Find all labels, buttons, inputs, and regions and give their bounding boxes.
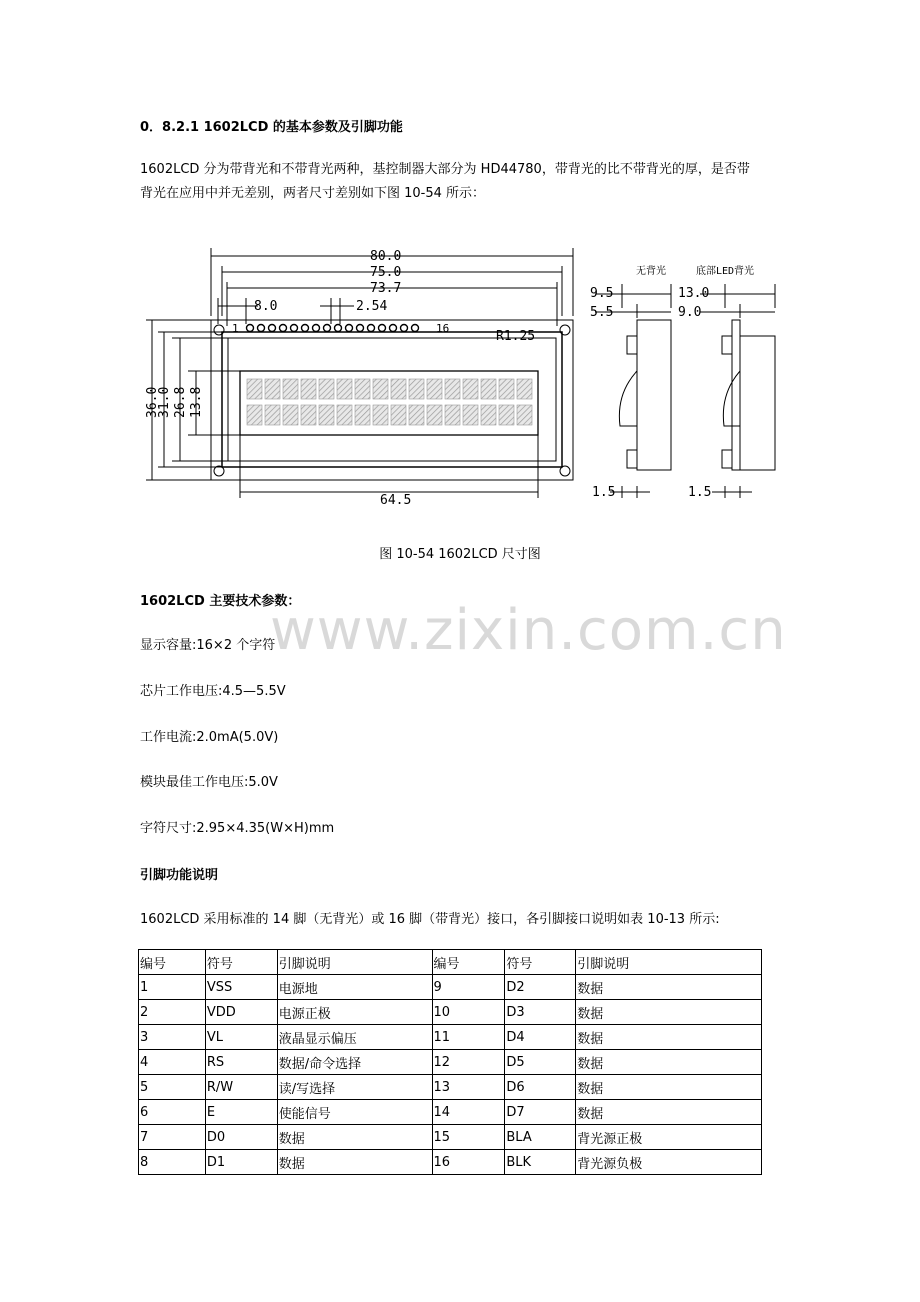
table-cell: 14	[432, 1100, 505, 1125]
table-row	[139, 1050, 762, 1075]
dim-9-5: 9.5	[590, 286, 614, 301]
table-cell: 12	[432, 1050, 505, 1075]
table-cell: 5	[139, 1075, 206, 1100]
character-cell	[517, 405, 532, 425]
character-cell	[445, 379, 460, 399]
label-no-backlight: 无背光	[636, 266, 666, 277]
table-cell: 符号	[205, 950, 277, 975]
character-cell	[517, 379, 532, 399]
character-cell	[337, 405, 352, 425]
intro-line-1: 1602LCD 分为带背光和不带背光两种，基控制器大部分为 HD44780，带背光的比不带背光的厚，是否带	[140, 162, 750, 177]
table-cell: 1	[139, 975, 206, 1000]
table-cell: BLA	[505, 1125, 576, 1150]
character-cell	[409, 405, 424, 425]
table-cell: 数据	[576, 1075, 762, 1100]
spec-item: 工作电流:2.0mA(5.0V)	[140, 730, 279, 745]
character-cell	[301, 405, 316, 425]
table-row	[139, 1150, 762, 1175]
table-row	[139, 1100, 762, 1125]
character-cell	[319, 379, 334, 399]
watermark: www.zixin.com.cn	[270, 598, 787, 663]
dim-9-0: 9.0	[678, 305, 702, 320]
table-cell: 编号	[432, 950, 505, 975]
character-cell	[265, 379, 280, 399]
character-cell	[481, 405, 496, 425]
table-cell: VSS	[205, 975, 277, 1000]
character-cell	[391, 405, 406, 425]
character-cell	[499, 379, 514, 399]
dim-31-0: 31.0	[157, 386, 172, 418]
intro-paragraph	[140, 158, 780, 206]
dim-13-8: 13.8	[189, 386, 204, 418]
character-cell	[463, 379, 478, 399]
character-cell	[427, 405, 442, 425]
spec-item: 芯片工作电压:4.5—5.5V	[140, 684, 286, 699]
table-cell: D3	[505, 1000, 576, 1025]
character-cell	[373, 379, 388, 399]
table-cell: 9	[432, 975, 505, 1000]
character-cell	[247, 405, 262, 425]
table-cell: 数据	[576, 1000, 762, 1025]
table-cell: 3	[139, 1025, 206, 1050]
table-cell: 引脚说明	[576, 950, 762, 975]
table-cell: 使能信号	[277, 1100, 432, 1125]
character-cell	[355, 379, 370, 399]
character-cell	[355, 405, 370, 425]
dim-80: 80.0	[370, 249, 402, 264]
table-cell: VL	[205, 1025, 277, 1050]
pin-1-label: 1	[232, 322, 239, 335]
character-cell	[265, 405, 280, 425]
table-cell: 16	[432, 1150, 505, 1175]
table-cell: 数据	[277, 1150, 432, 1175]
table-cell: 6	[139, 1100, 206, 1125]
table-cell: D4	[505, 1025, 576, 1050]
table-cell: 数据	[576, 975, 762, 1000]
table-cell: 背光源正极	[576, 1125, 762, 1150]
table-cell: D5	[505, 1050, 576, 1075]
spec-item: 模块最佳工作电压:5.0V	[140, 775, 278, 790]
character-cell	[373, 405, 388, 425]
pin-intro: 1602LCD 采用标准的 14 脚（无背光）或 16 脚（带背光）接口，各引脚接口说明如表 10-13 所示:	[140, 912, 720, 927]
table-cell: 数据	[576, 1025, 762, 1050]
character-cell	[301, 379, 316, 399]
dim-2-54: 2.54	[356, 299, 388, 314]
table-cell: 数据	[576, 1100, 762, 1125]
table-cell: RS	[205, 1050, 277, 1075]
dim-1-5-right: 1.5	[688, 485, 712, 500]
table-cell: 8	[139, 1150, 206, 1175]
pin-table	[138, 949, 762, 1175]
character-cell	[247, 379, 262, 399]
character-cell	[499, 405, 514, 425]
pin-16-label: 16	[436, 322, 450, 335]
table-cell: 引脚说明	[277, 950, 432, 975]
table-cell: 数据	[277, 1125, 432, 1150]
dim-73-7: 73.7	[370, 281, 402, 296]
table-cell: 数据/命令选择	[277, 1050, 432, 1075]
table-cell: 2	[139, 1000, 206, 1025]
character-cell	[463, 405, 478, 425]
character-cell	[427, 379, 442, 399]
table-cell: 4	[139, 1050, 206, 1075]
table-cell: 液晶显示偏压	[277, 1025, 432, 1050]
table-row	[139, 1075, 762, 1100]
table-row	[139, 975, 762, 1000]
table-cell: 15	[432, 1125, 505, 1150]
table-cell: E	[205, 1100, 277, 1125]
section-heading: 0．8.2.1 1602LCD 的基本参数及引脚功能	[140, 120, 403, 135]
table-row	[139, 1025, 762, 1050]
table-cell: 符号	[505, 950, 576, 975]
intro-line-2: 背光在应用中并无差别，两者尺寸差别如下图 10-54 所示：	[140, 186, 486, 201]
character-cell	[337, 379, 352, 399]
dim-75: 75.0	[370, 265, 402, 280]
character-cell	[409, 379, 424, 399]
table-cell: BLK	[505, 1150, 576, 1175]
character-cell	[283, 405, 298, 425]
table-row	[139, 1125, 762, 1150]
table-cell: D6	[505, 1075, 576, 1100]
table-cell: 11	[432, 1025, 505, 1050]
table-cell: 数据	[576, 1050, 762, 1075]
table-cell: 7	[139, 1125, 206, 1150]
table-cell: 电源地	[277, 975, 432, 1000]
character-cell	[319, 405, 334, 425]
dim-5-5: 5.5	[590, 305, 614, 320]
lcd-dimension-drawing	[140, 236, 790, 511]
dim-13-0: 13.0	[678, 286, 710, 301]
table-cell: R/W	[205, 1075, 277, 1100]
table-cell: D7	[505, 1100, 576, 1125]
dim-8-0: 8.0	[254, 299, 278, 314]
table-cell: 10	[432, 1000, 505, 1025]
pin-table-body	[139, 950, 762, 1175]
character-cell	[481, 379, 496, 399]
dim-1-5-left: 1.5	[592, 485, 616, 500]
figure-caption: 图 10-54 1602LCD 尺寸图	[379, 547, 541, 562]
spec-item: 字符尺寸:2.95×4.35(W×H)mm	[140, 821, 335, 836]
dim-36-0: 36.0	[145, 386, 160, 418]
character-cell	[283, 379, 298, 399]
dim-26-8: 26.8	[173, 386, 188, 418]
table-header-row	[139, 950, 762, 975]
table-cell: 电源正极	[277, 1000, 432, 1025]
character-cell	[391, 379, 406, 399]
specs-title: 1602LCD 主要技术参数：	[140, 594, 301, 609]
table-cell: 读/写选择	[277, 1075, 432, 1100]
table-cell: 背光源负极	[576, 1150, 762, 1175]
dim-r1-25: R1.25	[496, 329, 536, 344]
character-cell	[445, 405, 460, 425]
table-cell: 13	[432, 1075, 505, 1100]
table-row	[139, 1000, 762, 1025]
table-cell: D0	[205, 1125, 277, 1150]
spec-item: 显示容量:16×2 个字符	[140, 638, 276, 653]
table-cell: D2	[505, 975, 576, 1000]
label-led-backlight: 底部LED背光	[696, 266, 755, 277]
table-cell: VDD	[205, 1000, 277, 1025]
table-cell: 编号	[139, 950, 206, 975]
dim-64-5: 64.5	[380, 493, 412, 508]
table-cell: D1	[205, 1150, 277, 1175]
lcd-character-cells	[247, 379, 532, 425]
pin-section-title: 引脚功能说明	[140, 868, 219, 883]
